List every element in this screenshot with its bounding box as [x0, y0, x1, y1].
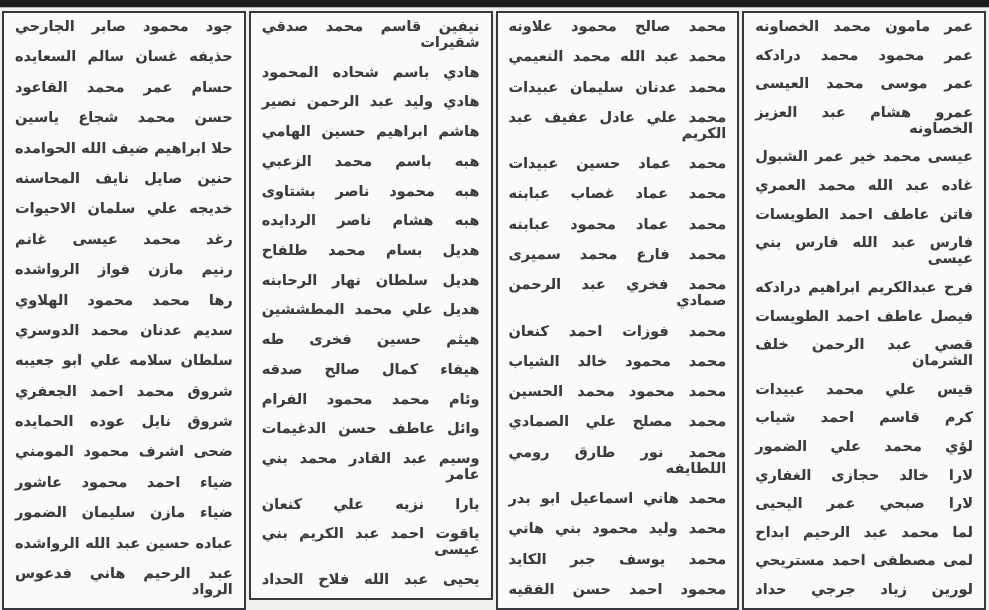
name-row: يارا نزيه علي كنعان [261, 496, 480, 513]
name-row: هديل بسام محمد طلفاح [261, 242, 480, 259]
name-row: خديجه علي سلمان الاحيوات [15, 201, 233, 218]
name-row: يحيى عبد الله فلاح الحداد [261, 572, 480, 589]
name-row: عبد الرحيم هاني فدعوس الرواد [15, 566, 233, 598]
name-row: حسن محمد شجاع ياسين [15, 110, 233, 127]
name-row: عمر محمود محمد درادكه [755, 47, 973, 64]
name-row: عمر مامون محمد الخصاونه [755, 19, 973, 35]
name-row: محمود احمد حسن الفقيه [508, 581, 727, 598]
name-row: هادي باسم شحاده المحمود [261, 64, 480, 81]
name-row: ياقوت احمد عبد الكريم بني عيسى [261, 526, 480, 559]
name-row: عمرو هشام عبد العزيز الخصاونه [755, 104, 973, 137]
name-row: محمد هاني اسماعيل ابو بدر [508, 490, 727, 507]
name-row: عيسى محمد خير عمر الشبول [755, 149, 973, 166]
name-row: محمد عدنان سليمان عبيدات [508, 79, 727, 96]
name-row: قيس علي محمد عبيدات [755, 381, 973, 398]
name-row: محمد فارع محمد سميرى [508, 247, 727, 264]
name-row: محمد محمود خالد الشياب [508, 353, 727, 370]
name-row: حنين صايل نايف المحاسنه [15, 170, 233, 187]
name-row: ضياء مازن سليمان الضمور [15, 505, 233, 522]
name-row: لورين زياد جرجي حداد [755, 582, 973, 599]
name-row: وائل عاطف حسن الدغيمات [261, 421, 480, 438]
name-row: محمد عماد غصاب عبابنه [508, 186, 727, 203]
name-row: محمد فخري عبد الرحمن صمادي [508, 277, 727, 310]
name-row: محمد عبد الله محمد النعيمي [508, 49, 727, 66]
name-row: قصي عبد الرحمن خلف الشرمان [755, 337, 973, 370]
name-row: محمد عماد حسين عبيدات [508, 156, 727, 173]
name-row: رنيم مازن فواز الرواشده [15, 262, 233, 279]
name-row: محمد نور طارق رومي اللطايفه [508, 444, 727, 477]
name-row: جود محمود صابر الجارحي [15, 19, 233, 35]
name-row: فرح عبدالكريم ابراهيم درادكه [755, 279, 973, 296]
name-row: سديم عدنان محمد الدوسري [15, 322, 233, 339]
name-row: محمد محمود محمد الحسين [508, 384, 727, 401]
name-row: هديل سلطان نهار الرحابنه [261, 272, 480, 289]
name-row: محمد يوسف جبر الكايد [508, 551, 727, 568]
name-row: وئام محمد محمود الفرام [261, 391, 480, 408]
name-row: هديل علي محمد المطششين [261, 302, 480, 319]
name-row: فاتن عاطف احمد الطويسات [755, 206, 973, 223]
names-column-2 [496, 11, 740, 610]
name-row: هبه محمود ناصر بشتاوى [261, 183, 480, 200]
name-row: محمد وليد محمود بني هاني [508, 521, 727, 538]
name-row: محمد فوزات احمد كنعان [508, 323, 727, 340]
name-row: هادي وليد عبد الرحمن نصير [261, 94, 480, 111]
name-row: عمر موسى محمد العيسى [755, 76, 973, 93]
name-row: فيصل عاطف احمد الطويسات [755, 308, 973, 325]
name-row: محمد مصلح علي الصمادي [508, 414, 727, 431]
name-row: شروق نايل عوده الحمايده [15, 414, 233, 431]
name-row: هبه باسم محمد الزعبي [261, 153, 480, 170]
names-table [2, 11, 986, 610]
names-column-4 [2, 11, 246, 610]
name-row: حسام عمر محمد القاعود [15, 79, 233, 96]
names-column-3 [249, 11, 493, 600]
name-row: لؤي محمد علي الضمور [755, 438, 973, 455]
name-row: ضياء احمد محمود عاشور [15, 474, 233, 491]
name-row: هاشم ابراهيم حسين الهامي [261, 124, 480, 141]
name-row: شروق محمد احمد الجعفري [15, 383, 233, 400]
name-row: لارا خالد حجازى الغفاري [755, 467, 973, 484]
name-row: هبه هشام ناصر الردايده [261, 213, 480, 230]
name-row: لما محمد عبد الرحيم ابداح [755, 524, 973, 541]
name-row: وسيم عبد القادر محمد بني عامر [261, 451, 480, 483]
name-row: عباده حسين عبد الله الرواشده [15, 535, 233, 552]
name-row: هيفاء كمال صالح صدقه [261, 361, 480, 378]
name-row: حذيفه غسان سالم السعايده [15, 49, 233, 66]
name-row: كرم قاسم احمد شياب [755, 410, 973, 427]
name-row: غاده عبد الله محمد العمري [755, 178, 973, 195]
name-row: رغد محمد عيسى غانم [15, 231, 233, 248]
name-row: حلا ابراهيم ضيف الله الحوامده [15, 140, 233, 157]
name-row: فارس عبد الله فارس بني عيسى [755, 235, 973, 268]
name-row: هيثم حسين فخرى طه [261, 332, 480, 349]
name-row: محمد علي عادل عفيف عبد الكريم [508, 109, 727, 142]
top-divider-bar [0, 0, 989, 7]
name-row: محمد عماد محمود عبابنه [508, 216, 727, 233]
names-column-1 [742, 11, 986, 610]
name-row: رها محمد محمود الهلاوي [15, 292, 233, 309]
name-row: لمى مصطفى احمد مستريحي [755, 553, 973, 570]
name-row: محمد صالح محمود علاونه [508, 19, 727, 35]
name-row: نيفين قاسم محمد صدقي شقيرات [261, 19, 480, 51]
name-row: سلطان سلامه علي ابو جعيبه [15, 353, 233, 370]
name-row: لارا صبحي عمر اليحيى [755, 496, 973, 513]
name-row: ضحى اشرف محمود المومني [15, 444, 233, 461]
